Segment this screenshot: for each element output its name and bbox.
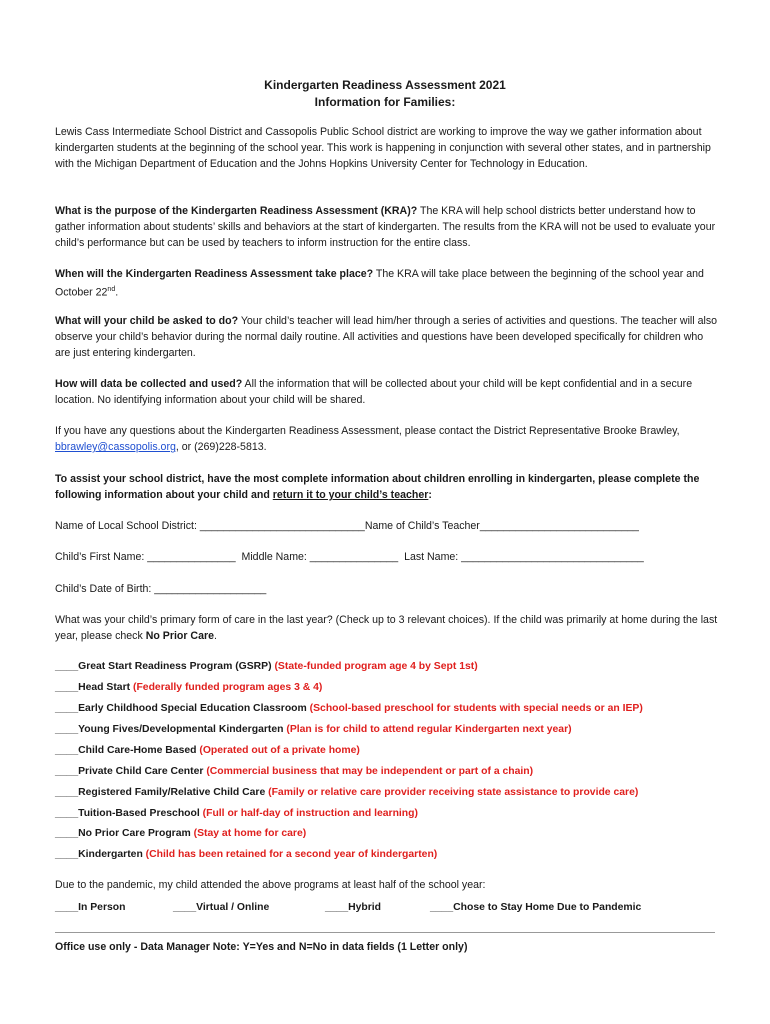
assist-underlined: return it to your child’s teacher [272,489,429,501]
option-blank[interactable]: ____ [55,808,79,819]
option-blank[interactable]: ____ [55,745,79,756]
document-title: Kindergarten Readiness Assessment 2021 [264,78,506,92]
divider [55,932,715,933]
option-note: (Federally funded program ages 3 & 4) [130,682,323,693]
option-note: (Commercial business that may be independent or part of a chain) [203,766,534,777]
option-blank[interactable]: ____ [55,787,79,798]
first-name-field[interactable]: Child’s First Name: _______________ [55,551,236,563]
last-name-field[interactable]: Last Name: _______________________________ [404,551,644,563]
option-note: (State-funded program age 4 by Sept 1st) [271,661,478,672]
care-option-gsrp[interactable] [55,659,745,675]
contact-email-link[interactable]: bbrawley@cassopolis.org [55,441,176,453]
do-answer: Your child’s teacher will lead him/her through a series of activities and questions. The teacher will also observe your child’s behavior during the normal daily routine. All activities and questions have been developed specifically for children who are just entering kindergarten. [55,315,718,359]
when-question: When will the Kindergarten Readiness Assessment take place? [55,268,374,280]
data-paragraph [55,376,720,408]
care-option-tuition-preschool[interactable] [55,806,745,822]
office-use-note: Office use only - Data Manager Note: Y=Yes and N=No in data fields (1 Letter only) [55,941,468,953]
option-note: (Full or half-day of instruction and learning) [199,808,418,819]
option-blank[interactable]: ____ [55,682,79,693]
pandemic-question: Due to the pandemic, my child attended the above programs at least half of the school year: [55,879,486,891]
assist-end: : [428,489,432,501]
option-blank[interactable]: ____ [55,703,79,714]
intro-paragraph: Lewis Cass Intermediate School District and Cassopolis Public School district are working to improve the way we gather information about kindergarten students at the beginning of the school year. This work is happening in conjunction with several other states, and in partnership with the Michigan Department of Education and the Johns Hopkins University Center for Technology in Education. [55,126,711,170]
option-note: (School-based preschool for students with special needs or an IEP) [306,703,643,714]
option-blank[interactable]: ____ [55,661,79,672]
option-note: (Operated out of a private home) [196,745,360,756]
pandemic-option-stay-home[interactable]: ____Chose to Stay Home Due to Pandemic [430,902,642,913]
care-option-young-fives[interactable] [55,722,745,738]
when-answer: The KRA will take place between the beginning of the school year and October 22 [55,268,704,299]
contact-paragraph [55,423,720,455]
contact-phone: , or (269)228-5813. [175,441,267,453]
pandemic-option-hybrid[interactable]: ____Hybrid [325,902,382,913]
middle-name-field[interactable]: Middle Name: _______________ [241,551,399,563]
contact-text: If you have any questions about the Kindergarten Readiness Assessment, please contact the District Representative Brooke Brawley, [55,425,680,437]
option-name: Early Childhood Special Education Classroom [78,703,307,714]
option-name: Child Care-Home Based [78,745,197,756]
option-blank[interactable]: ____ [55,828,79,839]
district-teacher-row [55,518,735,534]
district-field[interactable]: Name of Local School District: ____________________________ [55,520,365,532]
care-question-text: What was your child’s primary form of care in the last year? (Check up to 3 relevant choices). If the child was primarily at home during the last year, please check [55,614,718,642]
care-option-kindergarten[interactable] [55,847,745,863]
do-question: What will your child be asked to do? [55,315,239,327]
option-note: (Plan is for child to attend regular Kindergarten next year) [283,724,572,735]
care-question-end: . [214,630,217,642]
data-question: How will data be collected and used? [55,378,243,390]
when-superscript: nd [107,286,116,293]
care-option-ecse[interactable] [55,701,745,717]
care-option-home-based[interactable] [55,743,745,759]
option-note: (Family or relative care provider receiving state assistance to provide care) [265,787,639,798]
assist-text: To assist your school district, have the most complete information about children enrolling in kindergarten, please complete the following information about your child and [55,473,700,501]
care-option-head-start[interactable] [55,680,745,696]
option-name: Kindergarten [78,849,143,860]
when-end: . [115,286,119,299]
option-blank[interactable]: ____ [55,766,79,777]
purpose-question: What is the purpose of the Kindergarten Readiness Assessment (KRA)? [55,205,418,217]
option-name: Registered Family/Relative Child Care [78,787,266,798]
option-name: Private Child Care Center [78,766,204,777]
dob-field[interactable]: Child’s Date of Birth: ___________________ [55,583,267,595]
option-name: No Prior Care Program [78,828,191,839]
assist-paragraph [55,471,720,503]
care-question-bold: No Prior Care [145,630,214,642]
option-name: Head Start [78,682,131,693]
option-name: Great Start Readiness Program (GSRP) [78,661,272,672]
option-note: (Child has been retained for a second year of kindergarten) [142,849,438,860]
option-name: Tuition-Based Preschool [78,808,200,819]
teacher-field[interactable]: Name of Child’s Teacher___________________________ [364,520,639,532]
purpose-answer: The KRA will help school districts better understand how to gather information about students’ skills and behaviors at the start of kindergarten. The results from the KRA will not be used to evaluate your child’s performance but can be used by teachers to inform instruction for the entire class. [55,205,716,249]
pandemic-option-virtual[interactable]: ____Virtual / Online [173,902,270,913]
option-blank[interactable]: ____ [55,724,79,735]
care-option-private-center[interactable] [55,764,745,780]
data-answer: All the information that will be collected about your child will be kept confidential and in a secure location. No identifying information about your child will be shared. [55,378,693,406]
option-note: (Stay at home for care) [190,828,307,839]
document-subtitle: Information for Families: [314,95,456,109]
care-question [55,612,720,644]
option-blank[interactable]: ____ [55,849,79,860]
pandemic-option-in-person[interactable]: ____In Person [55,902,126,913]
do-paragraph [55,313,720,361]
purpose-paragraph [55,203,720,251]
when-paragraph [55,266,720,301]
care-option-registered-family[interactable] [55,785,745,801]
child-name-row [55,549,735,565]
care-option-no-prior-care[interactable] [55,826,745,842]
option-name: Young Fives/Developmental Kindergarten [78,724,284,735]
